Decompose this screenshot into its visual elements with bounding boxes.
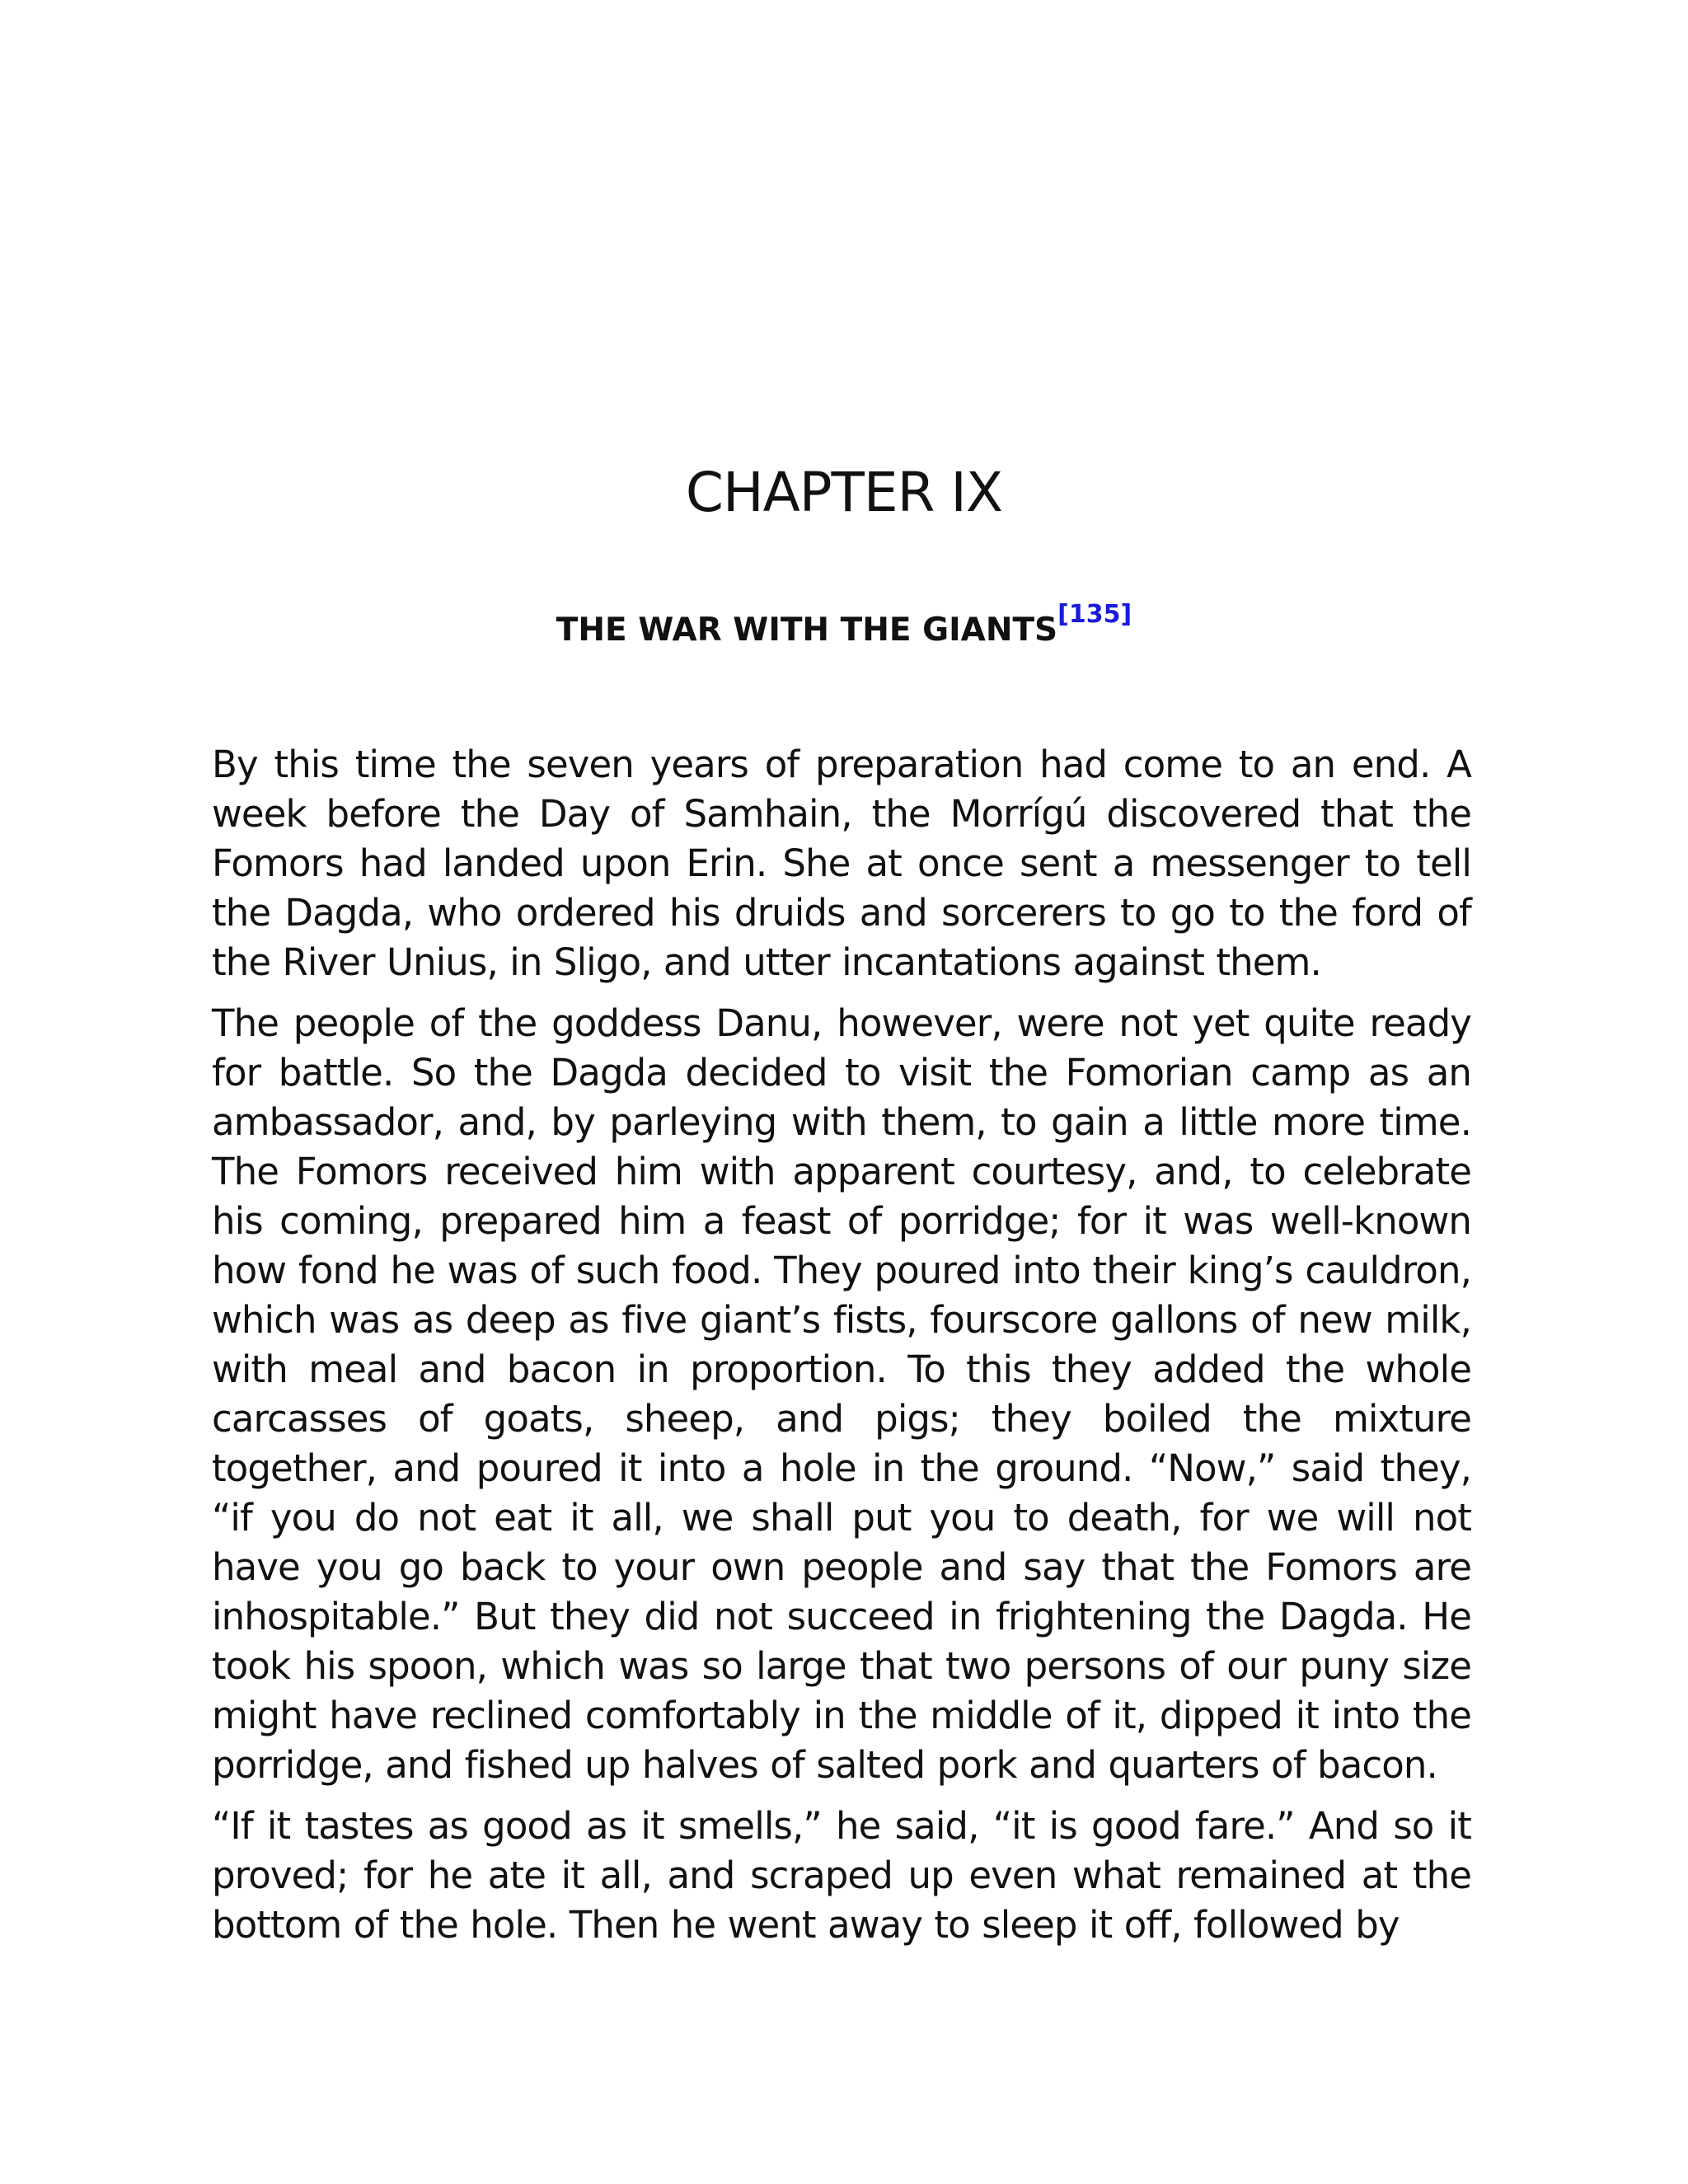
paragraph-2: The people of the goddess Danu, however, were not yet quite ready for battle. So the Dagda decided to visit the Fomorian camp as an ambassador, and, by parleying with them, to gain a little more time. The Fomors received him with apparent courtesy, and, to celebrate his coming, prepared him a feast of porridge; for it was well-known how fond he was of such food. They poured into their king’s cauldron, which was as deep as five giant’s fists, fourscore gallons of new milk, with meal and bacon in proportion. To this they added the whole carcasses of goats, sheep, and pigs; they boiled the mixture together, and poured it into a hole in the ground. “Now,” said they, “if you do not eat it all, we shall put you to death, for we will not have you go back to your own people and say that the Fomors are inhospitable.” But they did not succeed in frightening the Dagda. He took his spoon, which was so large that two persons of our puny size might have reclined comfortably in the middle of it, dipped it into the porridge, and fished up halves of salted pork and quarters of bacon. (212, 1001, 1471, 1787)
chapter-subtitle-text: THE WAR WITH THE GIANTS (556, 612, 1058, 649)
chapter-subtitle (0, 600, 1688, 649)
paragraph-1: By this time the seven years of preparation had come to an end. A week before the Day of Samhain, the Morrígú discovered that the Fomors had landed upon Erin. She at once sent a messenger to tell the Dagda, who ordered his druids and sorcerers to go to the ford of the River Unius, in Sligo, and utter incantations against them. (212, 743, 1471, 984)
body-text (212, 740, 1471, 1961)
chapter-title: CHAPTER IX (685, 461, 1003, 524)
footnote-link[interactable]: [135] (1057, 600, 1132, 629)
paragraph-3: “If it tastes as good as it smells,” he said, “it is good fare.” And so it proved; for he ate it all, and scraped up even what remained at the bottom of the hole. Then he went away to sleep it off, followed by (212, 1804, 1471, 1947)
